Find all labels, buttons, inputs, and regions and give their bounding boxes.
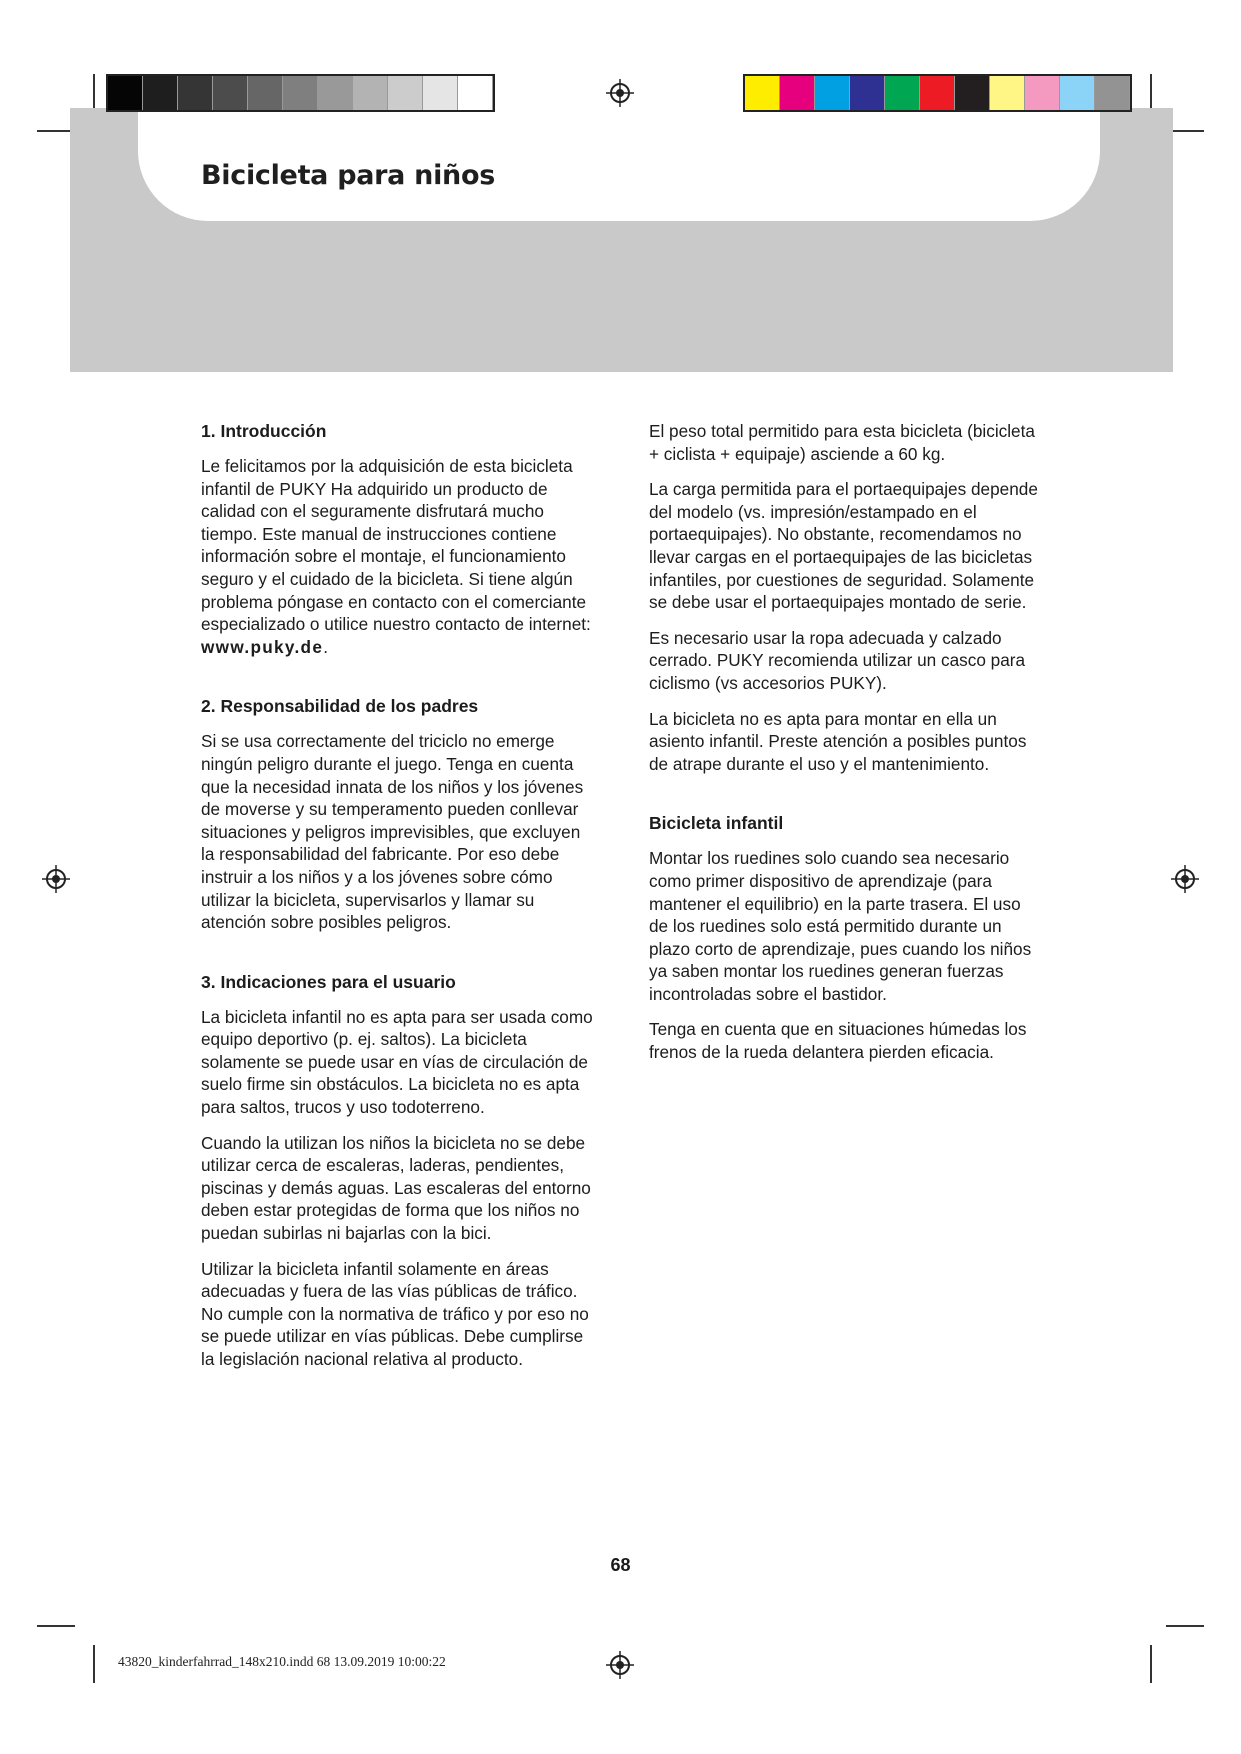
paragraph: La carga permitida para el portaequipajes depende del modelo (vs. impresión/estampado en el portaequipajes). No obstante, recomendamos no llevar cargas en el portaequipajes de las bicicletas infantiles, por cuestiones de seguridad. Solamente se debe usar el portaequipajes montado de serie.	[649, 479, 1038, 613]
section-heading: 2. Responsabilidad de los padres	[201, 696, 479, 717]
section-heading: Bicicleta infantil	[649, 813, 784, 834]
website-link[interactable]: www.puky.de	[201, 636, 324, 657]
color-swatch	[143, 76, 178, 110]
color-swatch	[388, 76, 423, 110]
color-swatch	[283, 76, 318, 110]
right-column	[649, 420, 1041, 1077]
color-swatch	[423, 76, 458, 110]
crop-mark	[1166, 1625, 1204, 1627]
color-swatch	[780, 76, 815, 110]
color-swatch	[1095, 76, 1130, 110]
color-swatch	[920, 76, 955, 110]
paragraph: Si se usa correctamente del triciclo no emerge ningún peligro durante el juego. Tenga en cuenta que la necesidad innata de los niños y los jóvenes de moverse y su temperamento pueden conllevar situaciones y peligros imprevisibles, que excluyen la responsabilidad del fabricante. Por eso debe instruir a los niños y a los jóvenes sobre cómo utilizar la bicicleta, supervisarlos y llamar su atención sobre posibles peligros.	[201, 731, 584, 933]
paragraph: La bicicleta no es apta para montar en ella un asiento infantil. Preste atención a posibles puntos de atrape durante el uso y el mantenimiento.	[649, 708, 1027, 774]
registration-mark-icon	[605, 78, 635, 108]
color-swatch	[850, 76, 885, 110]
paragraph: Es necesario usar la ropa adecuada y calzado cerrado. PUKY recomienda utilizar un casco para ciclismo (vs accesorios PUKY).	[649, 627, 1026, 693]
crop-mark	[93, 74, 95, 112]
registration-mark-icon	[41, 864, 71, 894]
color-swatch	[213, 76, 248, 110]
color-swatch	[318, 76, 353, 110]
registration-mark-icon	[605, 1650, 635, 1680]
color-swatch	[178, 76, 213, 110]
print-slug: 43820_kinderfahrrad_148x210.indd 68 13.09.2019 10:00:22	[118, 1654, 446, 1669]
paragraph: Utilizar la bicicleta infantil solamente en áreas adecuadas y fuera de las vías públicas de tráfico. No cumple con la normativa de tráfico y por eso no se puede utilizar en vías públicas. Debe cumplirse la legislación nacional relativa al producto.	[201, 1258, 589, 1369]
color-swatch	[955, 76, 990, 110]
section-heading: 1. Introducción	[201, 421, 327, 441]
color-swatch	[745, 76, 780, 110]
color-swatch	[353, 76, 388, 110]
paragraph-text: Le felicitamos por la adquisición de esta bicicleta infantil de PUKY Ha adquirido un producto de calidad con el seguramente disfrutará mucho tiempo. Este manual de instrucciones contiene información sobre el montaje, el funcionamiento seguro y el cuidado de la bicicleta. Si tiene algún problema póngase en contacto con el comerciante especializado o utilice nuestro contacto de internet:	[201, 456, 591, 635]
color-swatch	[990, 76, 1025, 110]
crop-mark	[93, 1645, 95, 1683]
gray-calibration-bar	[106, 74, 495, 112]
paragraph: La bicicleta infantil no es apta para ser usada como equipo deportivo (p. ej. saltos). La bicicleta solamente se puede usar en vías de circulación de suelo firme sin obstáculos. La bicicleta no es apta para saltos, trucos y uso todoterreno.	[201, 1006, 593, 1118]
color-swatch	[1025, 76, 1060, 110]
left-column	[201, 420, 593, 1384]
paragraph: Le felicitamos por la adquisición de esta bicicleta infantil de PUKY Ha adquirido un producto de calidad con el seguramente disfrutará mucho tiempo. Este manual de instrucciones contiene información sobre el montaje, el funcionamiento seguro y el cuidado de la bicicleta. Si tiene algún problema póngase en contacto con el comerciante especializado o utilice nuestro contacto de internet: www.puky.de.	[201, 456, 591, 657]
crop-mark	[1150, 1645, 1152, 1683]
color-calibration-bar	[743, 74, 1132, 112]
registration-mark-icon	[1170, 864, 1200, 894]
color-swatch	[108, 76, 143, 110]
paragraph: Cuando la utilizan los niños la bicicleta no se debe utilizar cerca de escaleras, laderas, pendientes, piscinas y demás aguas. Las escaleras del entorno deben estar protegidas de forma que los niños no puedan subirlas ni bajarlas con la bici.	[201, 1132, 591, 1244]
section-heading: 3. Indicaciones para el usuario	[201, 971, 456, 992]
color-swatch	[815, 76, 850, 110]
color-swatch	[885, 76, 920, 110]
crop-mark	[1150, 74, 1152, 112]
color-swatch	[248, 76, 283, 110]
page-number: 68	[610, 1555, 631, 1575]
paragraph: El peso total permitido para esta bicicleta (bicicleta + ciclista + equipaje) asciende a 60 kg.	[649, 421, 1035, 464]
color-swatch	[458, 76, 493, 110]
crop-mark	[37, 1625, 75, 1627]
page-title: Bicicleta para niños	[201, 160, 495, 191]
paragraph: Montar los ruedines solo cuando sea necesario como primer dispositivo de aprendizaje (para mantener el equilibrio) en la parte trasera. El uso de los ruedines solo está permitido durante un plazo corto de aprendizaje, pues cuando los niños ya saben montar los ruedines generan fuerzas incontroladas sobre el bastidor.	[649, 848, 1032, 1004]
paragraph: Tenga en cuenta que en situaciones húmedas los frenos de la rueda delantera pierden eficacia.	[649, 1019, 1027, 1063]
color-swatch	[1060, 76, 1095, 110]
